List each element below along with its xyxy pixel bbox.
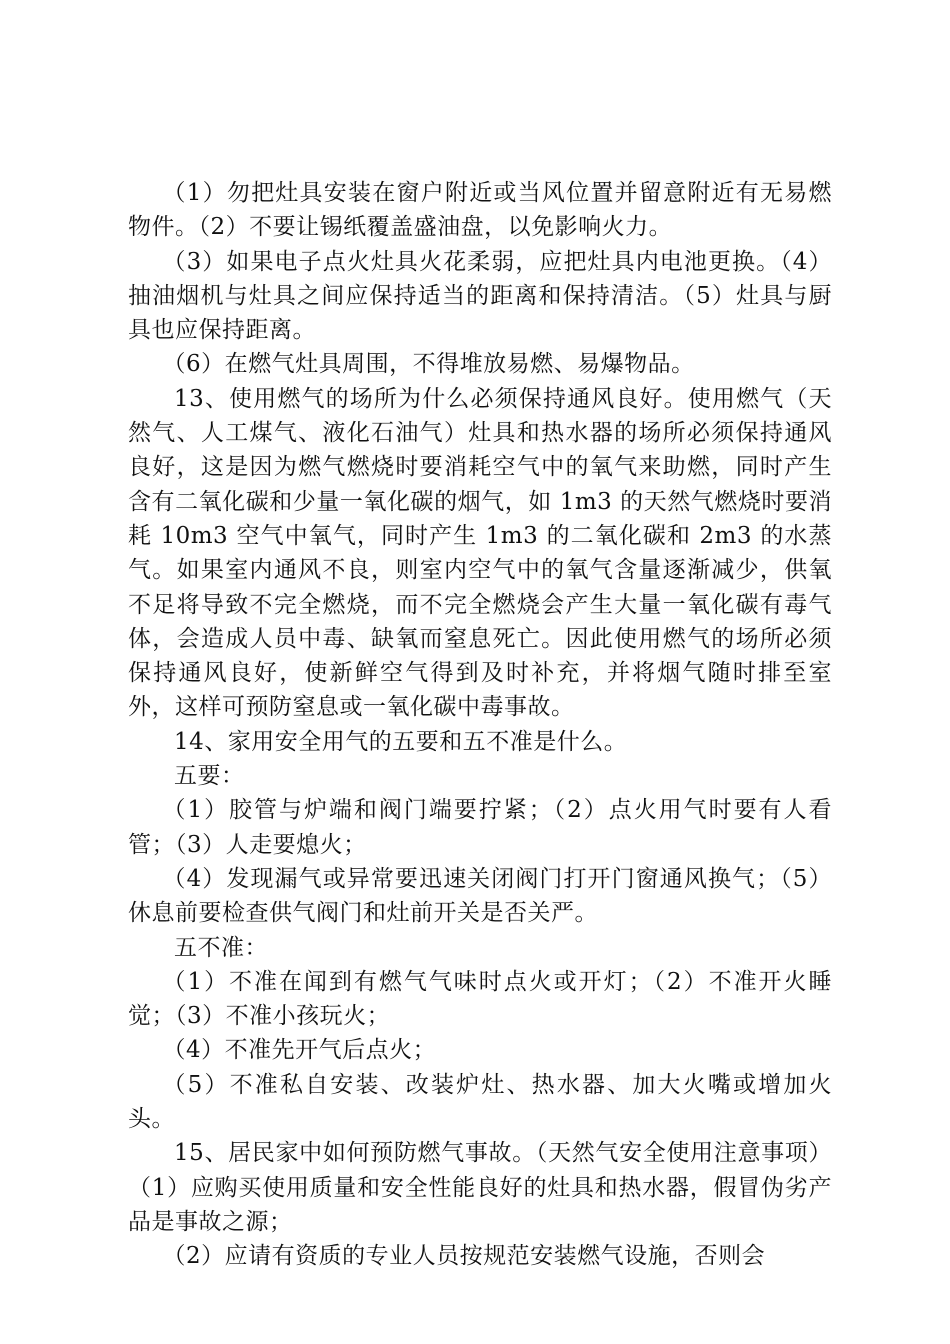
paragraph-donts-5: （5）不准私自安装、改装炉灶、热水器、加大火嘴或增加火头。 <box>128 1071 832 1133</box>
paragraph-professional-install: （2）应请有资质的专业人员按规范安装燃气设施，否则会 <box>162 1243 766 1270</box>
paragraph-stove-placement: （1）勿把灶具安装在窗户附近或当风位置并留意附近有无易燃物件。（2）不要让锡纸覆盖盛油盘，以免影响火力。 <box>128 180 832 241</box>
paragraph-five-donts-label: 五不准： <box>174 934 268 961</box>
paragraph-prevent-accidents: 15、居民家中如何预防燃气事故。（天然气安全使用注意事项）（1）应购买使用质量和安全性能良好的灶具和热水器，假冒伪劣产品是事故之源； <box>128 1140 832 1235</box>
paragraph-ventilation: 13、使用燃气的场所为什么必须保持通风良好。使用燃气（天然气、人工煤气、液化石油气）灶具和热水器的场所必须保持通风良好，这是因为燃气燃烧时要消耗空气中的氧气来助燃，同时产生含有二氧化碳和少量一氧化碳的烟气，如 1m3 的天然气燃烧时要消耗 10m3 空气中氧气，同时产生 1m3 的二氧化碳和 2m3 的水蒸气。如果室内通风不良，则室内空气中的氧气含量逐渐减少，供氧不足将导致不完全燃烧，而不完全燃烧会产生大量一氧化碳有毒气体，会造成人员中毒、缺氧而窒息死亡。因此使用燃气的场所必须保持通风良好，使新鲜空气得到及时补充，并将烟气随时排至室外，这样可预防窒息或一氧化碳中毒事故。 <box>128 385 832 721</box>
paragraph-donts-1-3: （1）不准在闻到有燃气气味时点火或开灯；（2）不准开火睡觉；（3）不准小孩玩火； <box>128 968 832 1030</box>
paragraph-musts-1-3: （1）胶管与炉端和阀门端要拧紧；（2）点火用气时要有人看管；（3）人走要熄火； <box>128 797 832 858</box>
paragraph-ignition-battery: （3）如果电子点火灶具火花柔弱，应把灶具内电池更换。（4）抽油烟机与灶具之间应保持适当的距离和保持清洁。（5）灶具与厨具也应保持距离。 <box>128 248 832 344</box>
paragraph-no-flammables: （6）在燃气灶具周围，不得堆放易燃、易爆物品。 <box>162 351 695 378</box>
paragraph-musts-4-5: （4）发现漏气或异常要迅速关闭阀门打开门窗通风换气；（5）休息前要检查供气阀门和灶前开关是否关严。 <box>128 865 832 927</box>
paragraph-five-rules-heading: 14、家用安全用气的五要和五不准是什么。 <box>174 728 628 755</box>
paragraph-five-musts-label: 五要： <box>174 763 245 790</box>
document-body <box>128 176 832 1274</box>
paragraph-donts-4: （4）不准先开气后点火； <box>162 1037 437 1064</box>
